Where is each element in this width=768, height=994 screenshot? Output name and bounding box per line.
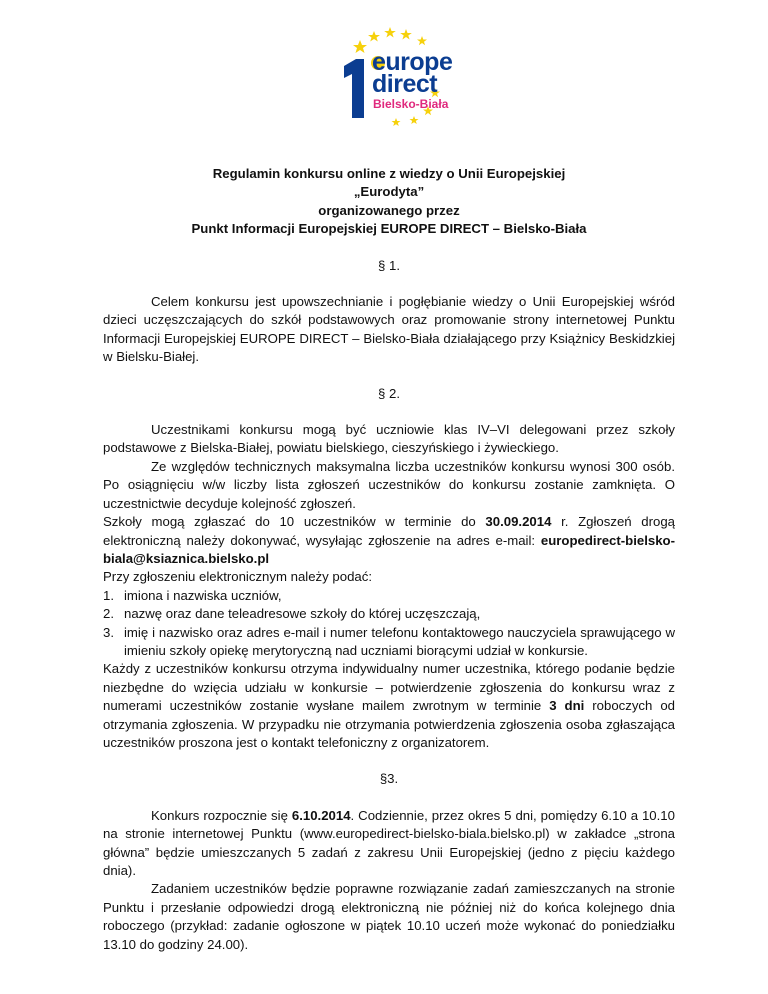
section-2-heading: § 2. bbox=[378, 385, 400, 401]
section-2-paragraph-3 bbox=[103, 513, 675, 568]
list-text: imiona i nazwiska uczniów, bbox=[124, 587, 282, 603]
title-line-2: „Eurodyta” bbox=[353, 184, 425, 200]
list-number: 2. bbox=[103, 606, 114, 622]
text-run: Konkurs rozpocznie się bbox=[151, 807, 292, 823]
section-3-heading: §3. bbox=[379, 771, 399, 787]
text-run: r. Zgłoszeń drogą elektroniczną należy dokonywać, wysyłając zgłoszenie na adres e-mail: bbox=[103, 514, 676, 548]
title-line-3: organizowanego przez bbox=[318, 202, 460, 218]
list-number: 1. bbox=[103, 587, 114, 603]
section-2-paragraph-4: Przy zgłoszeniu elektronicznym należy podać: bbox=[103, 569, 373, 585]
section-2-paragraph-2: Ze względów technicznych maksymalna liczba uczestników konkursu wynosi 300 osób. Po osiągnięciu w/w liczby lista zgłoszeń uczestników do konkursu zostanie zamknięta. O uczestnictwie decyduje kolejność zgłoszeń. bbox=[103, 458, 675, 511]
application-requirements-list bbox=[103, 587, 675, 661]
list-text: imię i nazwisko oraz adres e-mail i numer telefonu kontaktowego nauczyciela sprawującego w imieniu szkoły opiekę merytoryczną nad uczniami biorącymi udział w konkursie. bbox=[124, 624, 675, 658]
document-body bbox=[103, 165, 675, 954]
email-address[interactable]: europedirect-bielsko-biala@ksiaznica.bielsko.pl bbox=[103, 532, 675, 566]
title-line-4: Punkt Informacji Europejskiej EUROPE DIRECT – Bielsko-Biała bbox=[191, 221, 587, 237]
text-run: Szkoły mogą zgłaszać do 10 uczestników w terminie do bbox=[103, 514, 486, 530]
section-3-paragraph-2: Zadaniem uczestników będzie poprawne rozwiązanie zadań zamieszczanych na stronie Punktu i przesłanie odpowiedzi drogą elektroniczną nie później niż do końca kolejnego dnia roboczego (przykład: zadanie ogłoszone w piątek 10.10 uczeń może wykonać do poniedziałku 13.10 do godziny 24.00). bbox=[103, 881, 675, 952]
list-text: nazwę oraz dane teleadresowe szkoły do której uczęszczają, bbox=[124, 606, 481, 622]
section-1-heading: § 1. bbox=[378, 257, 400, 273]
section-2-paragraph-5 bbox=[103, 660, 675, 752]
list-item bbox=[103, 587, 675, 605]
section-2-paragraph-1: Uczestnikami konkursu mogą być uczniowie klas IV–VI delegowani przez szkoły podstawowe z Bielska-Białej, powiatu bielskiego, cieszyńskiego i żywieckiego. bbox=[103, 422, 675, 456]
document-title bbox=[103, 165, 675, 239]
list-number: 3. bbox=[103, 624, 114, 640]
title-line-1: Regulamin konkursu online z wiedzy o Unii Europejskiej bbox=[212, 166, 566, 181]
list-item bbox=[103, 605, 675, 623]
logo-word-direct: direct bbox=[372, 70, 438, 98]
europe-direct-logo bbox=[330, 26, 460, 126]
list-item bbox=[103, 624, 675, 661]
text-run: roboczych od otrzymania zgłoszenia. W przypadku nie otrzymania potwierdzenia zgłoszenia osoba zgłaszająca uczestników proszona jest o kontakt telefoniczny z organizatorem. bbox=[103, 698, 675, 750]
logo-city: Bielsko-Biała bbox=[373, 97, 449, 111]
text-run: . Codziennie, przez okres 5 dni, pomiędzy 6.10 a 10.10 na stronie internetowej Punktu (www.europedirect-bielsko-biala.bielsko.pl) w zakładce „strona główna” będzie umieszczanych 5 zadań z zakresu Unii Europejskiej (jedno z pięciu każdego dnia). bbox=[103, 807, 675, 878]
logo-mark-icon bbox=[344, 59, 364, 118]
section-3-paragraph-1 bbox=[103, 807, 675, 881]
text-run: Każdy z uczestników konkursu otrzyma indywidualny numer uczestnika, którego podanie będzie niezbędne do wzięcia udziału w konkursie – potwierdzenie zgłoszenia do konkursu wraz z numerami uczestników zostanie wysłane mailem zwrotnym w terminie bbox=[103, 661, 675, 714]
logo-word-europe: europe bbox=[372, 48, 453, 76]
section-1-paragraph: Celem konkursu jest upowszechnianie i pogłębianie wiedzy o Unii Europejskiej wśród dzieci uczęszczających do szkół podstawowych oraz promowanie strony internetowej Punktu Informacji Europejskiej EUROPE DIRECT – Bielsko-Biała działającego przy Książnicy Beskidzkiej w Bielsku-Białej. bbox=[103, 294, 675, 365]
confirmation-term: 3 dni bbox=[549, 698, 585, 714]
start-date: 6.10.2014 bbox=[291, 807, 351, 823]
deadline-date: 30.09.2014 bbox=[485, 514, 552, 530]
